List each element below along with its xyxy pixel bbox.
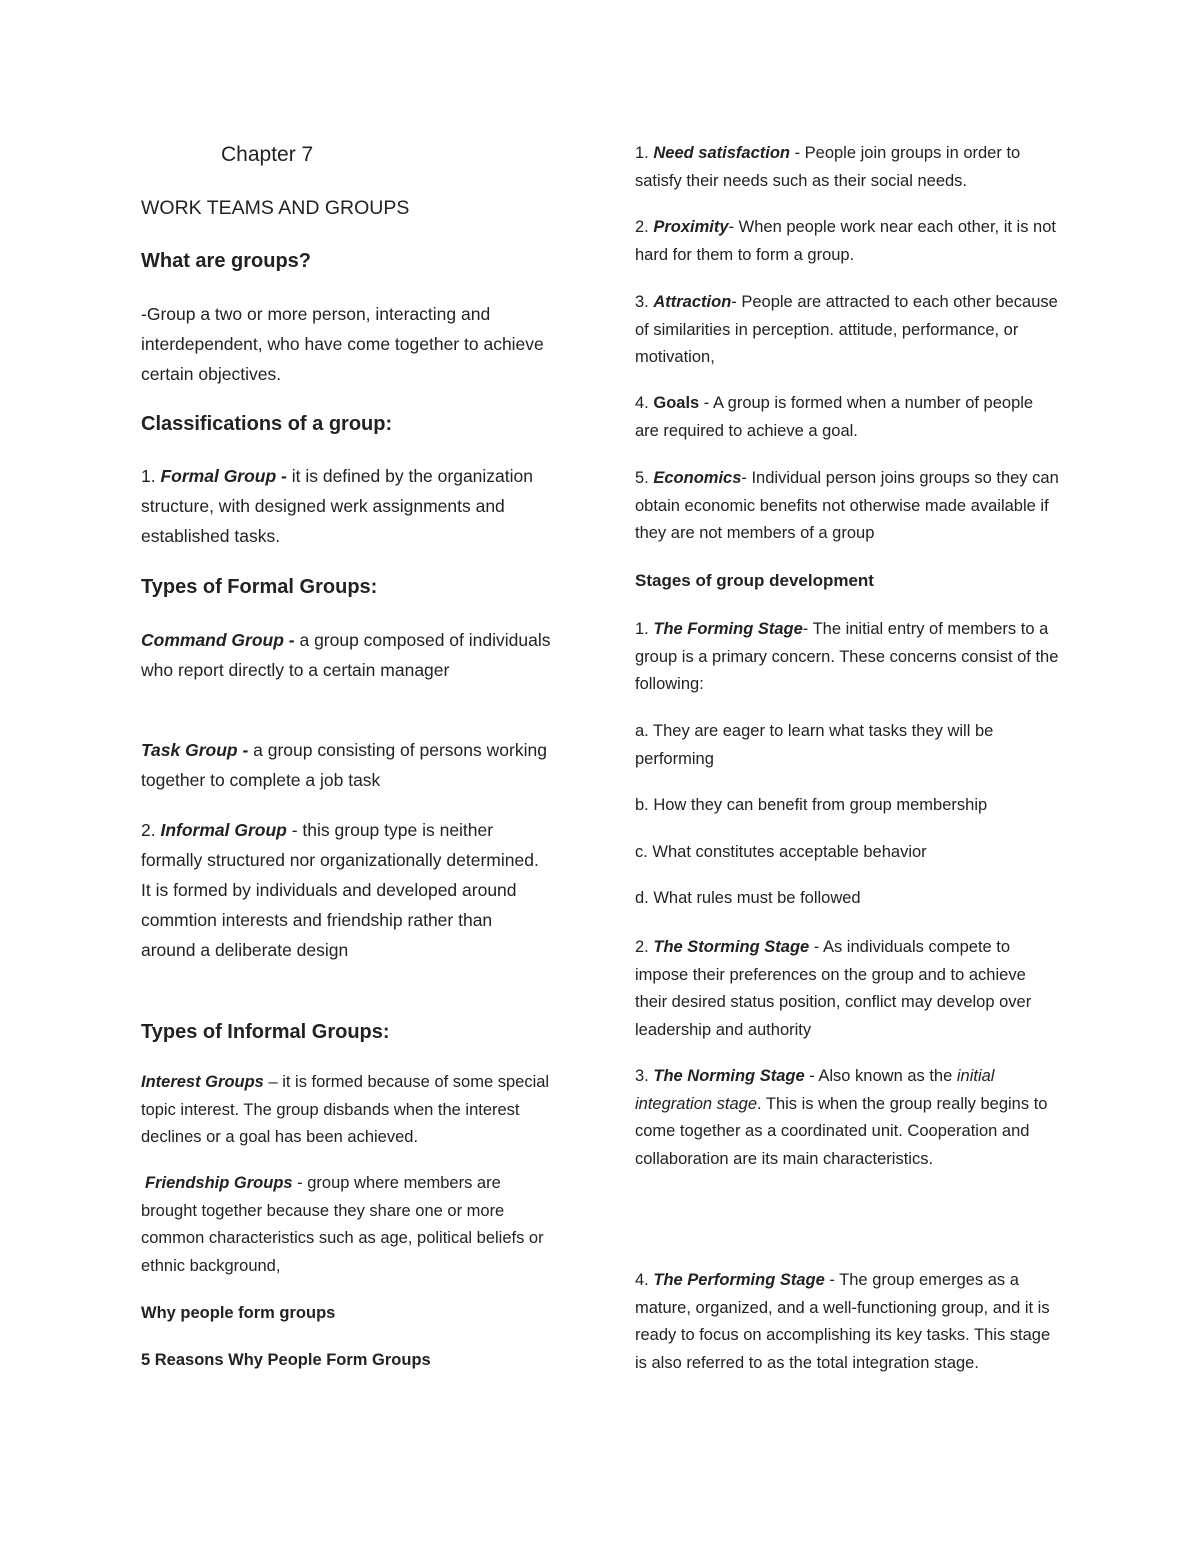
stage-term: The Performing Stage <box>653 1271 825 1289</box>
reason-text: - People join groups in order to satisfy their needs such as their social needs. <box>635 144 1021 190</box>
stage-text: - The initial entry of members to a group is a primary concern. These concerns consist of the following: <box>635 620 1059 693</box>
reason-num: 2. <box>635 218 654 236</box>
informal-group-item <box>141 815 541 965</box>
informal-group-term: Informal Group <box>160 820 287 840</box>
reason-num: 1. <box>635 144 654 162</box>
reason-num: 4. <box>635 394 654 412</box>
document-title: WORK TEAMS AND GROUPS <box>141 197 410 219</box>
stage-num: 3. <box>635 1067 654 1085</box>
reason-term: Proximity <box>653 218 729 236</box>
reason-item <box>635 465 1060 548</box>
formal-group-num: 1. <box>141 466 156 486</box>
friendship-groups-text: - group where members are brought together because they share one or more common characteristics such as age, political beliefs or ethnic background, <box>141 1174 544 1275</box>
interest-groups-term: Interest Groups <box>141 1073 264 1091</box>
stages-heading: Stages of group development <box>635 571 874 590</box>
reason-term: Goals <box>653 394 700 412</box>
stage-text: . This is when the group really begins to come together as a coordinated unit. Cooperation and collaboration are its main characteristics. <box>635 1094 1048 1168</box>
reason-num: 3. <box>635 293 654 311</box>
stage-term: The Norming Stage <box>653 1067 805 1085</box>
friendship-groups-item <box>141 1170 561 1280</box>
command-group-item <box>141 625 561 685</box>
why-people-form-groups-heading: Why people form groups <box>141 1304 336 1322</box>
stage-num: 1. <box>635 620 654 638</box>
reason-text: - Individual person joins groups so they can obtain economic benefits not otherwise made available if they are not members of a group <box>635 469 1059 542</box>
task-group-item <box>141 735 561 795</box>
informal-group-text: - this group type is neither formally structured nor organizationally determined. It is formed by individuals and developed around commtion interests and friendship rather than around a deliberate design <box>141 820 539 960</box>
interest-groups-text: – it is formed because of some special topic interest. The group disbands when the interest declines or a goal has been achieved. <box>141 1073 550 1146</box>
storming-stage-item <box>635 934 1060 1044</box>
norming-stage-item <box>635 1063 1060 1173</box>
stage-num: 4. <box>635 1271 654 1289</box>
reason-text: - A group is formed when a number of people are required to achieve a goal. <box>635 394 1034 440</box>
reason-item <box>635 214 1060 269</box>
types-informal-heading: Types of Informal Groups: <box>141 1021 390 1043</box>
concern-item: c. What constitutes acceptable behavior <box>635 843 927 861</box>
what-are-groups-heading: What are groups? <box>141 250 312 272</box>
types-formal-heading: Types of Formal Groups: <box>141 576 378 598</box>
reason-term: Attraction <box>653 293 732 311</box>
stage-term: The Forming Stage <box>653 620 803 638</box>
concern-item: b. How they can benefit from group membership <box>635 796 988 814</box>
five-reasons-heading: 5 Reasons Why People Form Groups <box>141 1351 431 1369</box>
formal-group-term: Formal Group - <box>160 466 292 486</box>
reason-text: - People are attracted to each other because of similarities in perception. attitude, performance, or motivation, <box>635 293 1058 366</box>
interest-groups-item <box>141 1069 561 1152</box>
reason-term: Need satisfaction <box>653 144 790 162</box>
task-group-term: Task Group - <box>141 740 254 760</box>
reason-item <box>635 390 1060 445</box>
reason-item <box>635 140 1060 195</box>
formal-group-item <box>141 461 561 551</box>
stage-text: - Also known as the <box>804 1067 957 1085</box>
friendship-groups-term: Friendship Groups <box>145 1174 293 1192</box>
chapter-label: Chapter 7 <box>221 143 314 166</box>
forming-stage-item <box>635 616 1060 699</box>
classifications-heading: Classifications of a group: <box>141 413 393 435</box>
task-group-text: a group consisting of persons working together to complete a job task <box>141 740 547 790</box>
reason-item <box>635 289 1060 372</box>
stage-text: - The group emerges as a mature, organized, and a well-functioning group, and it is ready to focus on accomplishing its key tasks. This stage is also referred to as the total integration stage. <box>635 1271 1051 1372</box>
reason-text: - When people work near each other, it is not hard for them to form a group. <box>635 218 1056 264</box>
stage-num: 2. <box>635 938 654 956</box>
reason-num: 5. <box>635 469 654 487</box>
stage-term: The Storming Stage <box>653 938 810 956</box>
formal-group-text: it is defined by the organization structure, with designed werk assignments and established tasks. <box>141 466 534 546</box>
command-group-text: a group composed of individuals who report directly to a certain manager <box>141 630 551 680</box>
reason-term: Economics <box>653 469 742 487</box>
stage-text-italic: initial integration stage <box>635 1067 995 1113</box>
command-group-term: Command Group - <box>141 630 300 650</box>
performing-stage-item <box>635 1267 1060 1377</box>
informal-group-num: 2. <box>141 820 156 840</box>
concern-item: d. What rules must be followed <box>635 889 861 907</box>
group-definition: -Group a two or more person, interacting and interdependent, who have come together to achieve certain objectives. <box>141 304 544 384</box>
stage-text: - As individuals compete to impose their preferences on the group and to achieve their desired status position, conflict may develop over leadership and authority <box>635 938 1032 1039</box>
concern-item: a. They are eager to learn what tasks they will be performing <box>635 722 994 768</box>
